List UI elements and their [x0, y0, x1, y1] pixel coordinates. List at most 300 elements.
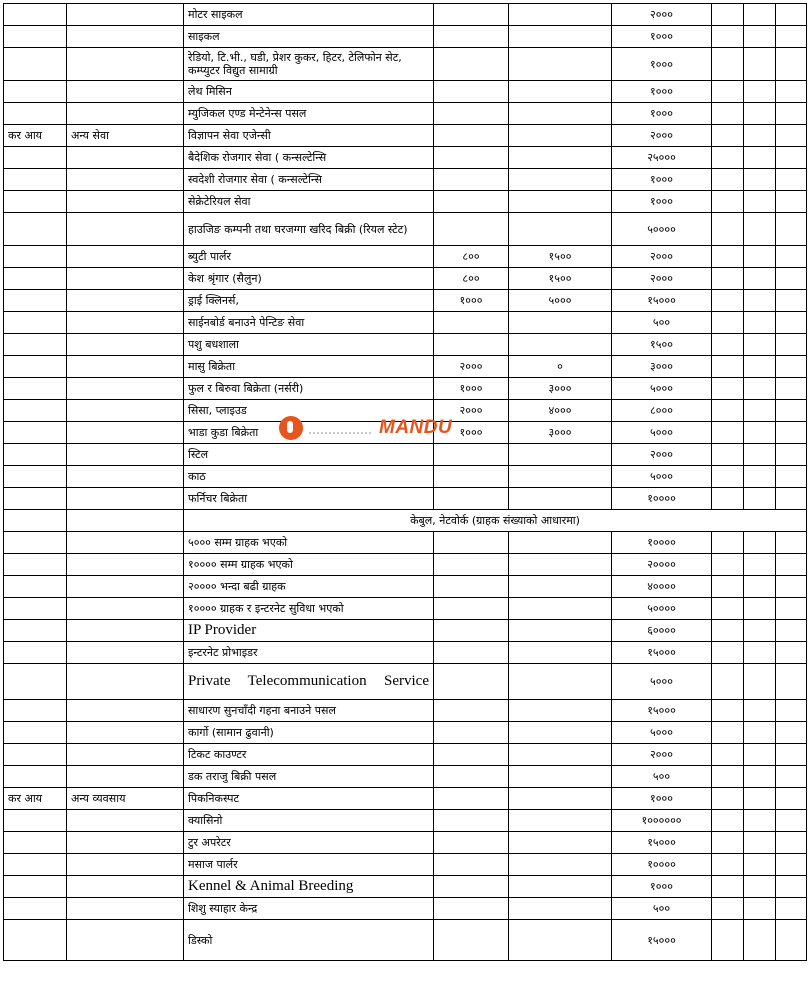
business-name-cell: डक तराजु बिक्री पसल — [184, 766, 434, 788]
business-name-cell: केश श्रृंगार (सैलुन) — [184, 268, 434, 290]
income-type-cell — [4, 246, 67, 268]
empty-cell — [744, 334, 776, 356]
category-cell — [67, 700, 184, 722]
min-rate-cell — [434, 147, 509, 169]
empty-cell — [776, 147, 807, 169]
empty-cell — [712, 81, 744, 103]
table-row — [4, 876, 807, 898]
max-rate-cell — [509, 26, 612, 48]
min-rate-cell — [434, 191, 509, 213]
empty-cell — [744, 378, 776, 400]
min-rate-cell — [434, 81, 509, 103]
table-row — [4, 532, 807, 554]
max-rate-cell: ४००० — [509, 400, 612, 422]
empty-cell — [744, 81, 776, 103]
business-name-cell: IP Provider — [184, 620, 434, 642]
category-cell — [67, 620, 184, 642]
min-rate-cell — [434, 576, 509, 598]
table-row — [4, 378, 807, 400]
min-rate-cell — [434, 169, 509, 191]
min-rate-cell — [434, 700, 509, 722]
min-rate-cell — [434, 766, 509, 788]
income-type-cell — [4, 191, 67, 213]
category-cell — [67, 81, 184, 103]
empty-cell — [744, 191, 776, 213]
category-cell — [67, 832, 184, 854]
empty-cell — [776, 422, 807, 444]
category-cell — [67, 810, 184, 832]
empty-cell — [712, 898, 744, 920]
income-type-cell — [4, 169, 67, 191]
empty-cell — [712, 48, 744, 81]
table-row — [4, 664, 807, 700]
business-name-cell: इन्टरनेट प्रोभाइडर — [184, 642, 434, 664]
empty-cell — [776, 598, 807, 620]
empty-cell — [712, 876, 744, 898]
empty-cell — [712, 832, 744, 854]
tax-amount-cell: ६०००० — [612, 620, 712, 642]
income-type-cell — [4, 766, 67, 788]
empty-cell — [744, 312, 776, 334]
empty-cell — [712, 620, 744, 642]
empty-cell — [744, 854, 776, 876]
max-rate-cell — [509, 854, 612, 876]
business-name-cell: ड्राई क्लिनर्स, — [184, 290, 434, 312]
table-row — [4, 312, 807, 334]
income-type-cell — [4, 920, 67, 961]
business-name-cell: फर्निचर बिक्रेता — [184, 488, 434, 510]
min-rate-cell — [434, 642, 509, 664]
empty-cell — [712, 4, 744, 26]
min-rate-cell — [434, 832, 509, 854]
empty-cell — [776, 898, 807, 920]
income-type-cell — [4, 400, 67, 422]
empty-cell — [744, 103, 776, 125]
max-rate-cell — [509, 700, 612, 722]
income-type-cell — [4, 103, 67, 125]
tax-amount-cell: १००० — [612, 48, 712, 81]
empty-cell — [776, 466, 807, 488]
table-row — [4, 854, 807, 876]
empty-cell — [712, 169, 744, 191]
max-rate-cell — [509, 554, 612, 576]
max-rate-cell — [509, 213, 612, 246]
category-cell — [67, 532, 184, 554]
empty-cell — [744, 876, 776, 898]
min-rate-cell — [434, 620, 509, 642]
max-rate-cell — [509, 48, 612, 81]
empty-cell — [744, 898, 776, 920]
income-type-cell: कर आय — [4, 788, 67, 810]
table-row — [4, 898, 807, 920]
tax-amount-cell: ५००० — [612, 722, 712, 744]
max-rate-cell — [509, 766, 612, 788]
empty-cell — [712, 788, 744, 810]
business-name-cell: साईनबोर्ड बनाउने पेन्टिङ सेवा — [184, 312, 434, 334]
table-row — [4, 832, 807, 854]
category-cell — [67, 920, 184, 961]
max-rate-cell — [509, 125, 612, 147]
max-rate-cell — [509, 920, 612, 961]
watermark-brand: MANDU — [379, 417, 453, 438]
empty-cell — [776, 532, 807, 554]
min-rate-cell — [434, 788, 509, 810]
empty-cell — [776, 26, 807, 48]
empty-cell — [712, 920, 744, 961]
min-rate-cell: १००० — [434, 290, 509, 312]
table-row — [4, 125, 807, 147]
category-cell — [67, 554, 184, 576]
tax-amount-cell: १००० — [612, 876, 712, 898]
max-rate-cell — [509, 191, 612, 213]
table-row — [4, 444, 807, 466]
category-cell — [67, 246, 184, 268]
empty-cell — [712, 213, 744, 246]
income-type-cell — [4, 898, 67, 920]
empty-cell — [776, 700, 807, 722]
empty-cell — [744, 744, 776, 766]
empty-cell — [744, 422, 776, 444]
business-name-cell: रेडियो, टि.भी., घडी, प्रेशर कुकर, हिटर, टेलिफोन सेट, कम्प्युटर विद्युत सामाग्री — [184, 48, 434, 81]
empty-cell — [776, 246, 807, 268]
min-rate-cell — [434, 532, 509, 554]
max-rate-cell — [509, 103, 612, 125]
empty-cell — [744, 664, 776, 700]
empty-cell — [776, 620, 807, 642]
empty-cell — [744, 920, 776, 961]
empty-cell — [744, 700, 776, 722]
income-type-cell — [4, 4, 67, 26]
min-rate-cell — [434, 312, 509, 334]
section-heading-row — [4, 510, 807, 532]
min-rate-cell: ८०० — [434, 246, 509, 268]
category-cell — [67, 48, 184, 81]
category-cell — [67, 876, 184, 898]
max-rate-cell — [509, 334, 612, 356]
empty-cell — [712, 103, 744, 125]
category-cell — [67, 466, 184, 488]
business-name-cell: १०००० सम्म ग्राहक भएको — [184, 554, 434, 576]
business-name-cell: क्यासिनो — [184, 810, 434, 832]
category-cell — [67, 334, 184, 356]
empty-cell — [744, 832, 776, 854]
table-row — [4, 334, 807, 356]
table-row — [4, 744, 807, 766]
tax-amount-cell: १००० — [612, 81, 712, 103]
empty-cell — [712, 356, 744, 378]
empty-cell — [776, 191, 807, 213]
min-rate-cell — [434, 488, 509, 510]
business-name-cell: स्टिल — [184, 444, 434, 466]
tax-amount-cell: ५०००० — [612, 598, 712, 620]
category-cell — [67, 4, 184, 26]
empty-cell — [712, 766, 744, 788]
table-row — [4, 920, 807, 961]
category-cell — [67, 722, 184, 744]
max-rate-cell: ५००० — [509, 290, 612, 312]
empty-cell — [744, 788, 776, 810]
empty-cell — [776, 169, 807, 191]
min-rate-cell — [434, 48, 509, 81]
max-rate-cell — [509, 620, 612, 642]
business-name-cell: डिस्को — [184, 920, 434, 961]
empty-cell — [776, 832, 807, 854]
category-cell — [67, 422, 184, 444]
empty-cell — [744, 722, 776, 744]
max-rate-cell — [509, 722, 612, 744]
tax-amount-cell: २००० — [612, 4, 712, 26]
empty-cell — [712, 598, 744, 620]
business-name-cell: टुर अपरेटर — [184, 832, 434, 854]
category-cell — [67, 169, 184, 191]
table-row — [4, 400, 807, 422]
table-row — [4, 81, 807, 103]
tax-amount-cell: १५००० — [612, 642, 712, 664]
income-type-cell: कर आय — [4, 125, 67, 147]
max-rate-cell: १५०० — [509, 268, 612, 290]
table-row — [4, 620, 807, 642]
business-name-cell: फुल र बिरुवा बिक्रेता (नर्सरी) — [184, 378, 434, 400]
category-cell — [67, 854, 184, 876]
table-row — [4, 48, 807, 81]
income-type-cell — [4, 576, 67, 598]
table-row — [4, 191, 807, 213]
empty-cell — [776, 312, 807, 334]
empty-cell — [744, 810, 776, 832]
business-name-cell: लेथ मिसिन — [184, 81, 434, 103]
empty-cell — [776, 48, 807, 81]
max-rate-cell — [509, 744, 612, 766]
empty-cell — [776, 81, 807, 103]
min-rate-cell — [434, 213, 509, 246]
table-row — [4, 268, 807, 290]
business-name-cell: ५००० सम्म ग्राहक भएको — [184, 532, 434, 554]
empty-cell — [712, 854, 744, 876]
category-cell — [67, 268, 184, 290]
tax-amount-cell: २००० — [612, 125, 712, 147]
max-rate-cell — [509, 169, 612, 191]
table-row — [4, 26, 807, 48]
max-rate-cell — [509, 876, 612, 898]
empty-cell — [776, 356, 807, 378]
empty-cell — [776, 378, 807, 400]
category-cell — [67, 290, 184, 312]
empty-cell — [776, 722, 807, 744]
min-rate-cell — [434, 334, 509, 356]
tax-amount-cell: १५००० — [612, 832, 712, 854]
tax-amount-cell: २०००० — [612, 554, 712, 576]
max-rate-cell — [509, 788, 612, 810]
tax-amount-cell: १५००० — [612, 920, 712, 961]
empty-cell — [776, 810, 807, 832]
min-rate-cell — [434, 876, 509, 898]
tax-amount-cell: २००० — [612, 444, 712, 466]
empty-cell — [776, 576, 807, 598]
empty-cell — [776, 488, 807, 510]
empty-cell — [712, 290, 744, 312]
min-rate-cell — [434, 103, 509, 125]
business-name-cell: हाउजिङ कम्पनी तथा घरजग्गा खरिद बिक्री (रियल स्टेट) — [184, 213, 434, 246]
blank-cell — [4, 510, 67, 532]
tax-amount-cell: ५००० — [612, 422, 712, 444]
business-name-cell: भाडा कुडा बिक्रेता — [184, 422, 434, 444]
category-cell — [67, 488, 184, 510]
empty-cell — [776, 290, 807, 312]
business-name-cell: पिकनिकस्पट — [184, 788, 434, 810]
min-rate-cell — [434, 598, 509, 620]
income-type-cell — [4, 620, 67, 642]
section-heading: केबुल, नेटवोर्क (ग्राहक संख्याको आधारमा) — [184, 510, 807, 532]
max-rate-cell: ० — [509, 356, 612, 378]
min-rate-cell — [434, 744, 509, 766]
category-cell — [67, 744, 184, 766]
income-type-cell — [4, 334, 67, 356]
income-type-cell — [4, 642, 67, 664]
tax-amount-cell: १००० — [612, 191, 712, 213]
tax-amount-cell: ४०००० — [612, 576, 712, 598]
business-name-cell: ब्युटी पार्लर — [184, 246, 434, 268]
empty-cell — [712, 722, 744, 744]
table-row — [4, 642, 807, 664]
table-row — [4, 766, 807, 788]
empty-cell — [744, 213, 776, 246]
empty-cell — [776, 103, 807, 125]
tax-amount-cell: १५००० — [612, 700, 712, 722]
tax-amount-cell: ३००० — [612, 356, 712, 378]
empty-cell — [744, 766, 776, 788]
empty-cell — [776, 268, 807, 290]
income-type-cell — [4, 378, 67, 400]
income-type-cell — [4, 290, 67, 312]
income-type-cell — [4, 488, 67, 510]
business-name-cell: स्वदेशी रोजगार सेवा ( कन्सल्टेन्सि — [184, 169, 434, 191]
table-row — [4, 213, 807, 246]
max-rate-cell — [509, 810, 612, 832]
table-row — [4, 422, 807, 444]
income-type-cell — [4, 26, 67, 48]
income-type-cell — [4, 876, 67, 898]
empty-cell — [712, 488, 744, 510]
empty-cell — [776, 213, 807, 246]
income-type-cell — [4, 854, 67, 876]
category-cell — [67, 213, 184, 246]
tax-amount-cell: १००० — [612, 169, 712, 191]
empty-cell — [744, 642, 776, 664]
table-row — [4, 4, 807, 26]
empty-cell — [744, 598, 776, 620]
empty-cell — [712, 334, 744, 356]
category-cell — [67, 664, 184, 700]
empty-cell — [712, 576, 744, 598]
empty-cell — [712, 125, 744, 147]
table-row — [4, 147, 807, 169]
empty-cell — [712, 268, 744, 290]
empty-cell — [776, 400, 807, 422]
empty-cell — [776, 4, 807, 26]
empty-cell — [776, 642, 807, 664]
empty-cell — [712, 554, 744, 576]
min-rate-cell — [434, 810, 509, 832]
empty-cell — [712, 26, 744, 48]
category-cell — [67, 400, 184, 422]
tax-amount-cell: ५०० — [612, 766, 712, 788]
income-type-cell — [4, 744, 67, 766]
table-row — [4, 810, 807, 832]
category-cell — [67, 444, 184, 466]
empty-cell — [776, 334, 807, 356]
table-row — [4, 788, 807, 810]
category-cell: अन्य सेवा — [67, 125, 184, 147]
empty-cell — [744, 466, 776, 488]
table-row — [4, 356, 807, 378]
business-name-cell: साइकल — [184, 26, 434, 48]
empty-cell — [712, 147, 744, 169]
empty-cell — [776, 920, 807, 961]
category-cell — [67, 642, 184, 664]
table-row — [4, 598, 807, 620]
max-rate-cell — [509, 598, 612, 620]
business-name-cell: सेक्रेटेरियल सेवा — [184, 191, 434, 213]
tax-amount-cell: १५००० — [612, 290, 712, 312]
empty-cell — [712, 378, 744, 400]
tax-rate-table — [3, 3, 807, 961]
business-name-cell: साधारण सुनचाँदी गहना बनाउने पसल — [184, 700, 434, 722]
tax-amount-cell: १००० — [612, 103, 712, 125]
tax-amount-cell: ५०० — [612, 898, 712, 920]
income-type-cell — [4, 598, 67, 620]
category-cell — [67, 356, 184, 378]
max-rate-cell — [509, 81, 612, 103]
empty-cell — [712, 642, 744, 664]
empty-cell — [744, 48, 776, 81]
tax-amount-cell: २००० — [612, 268, 712, 290]
tax-amount-cell: ५०० — [612, 312, 712, 334]
empty-cell — [744, 268, 776, 290]
business-name-cell: २०००० भन्दा बढी ग्राहक — [184, 576, 434, 598]
table-row — [4, 700, 807, 722]
min-rate-cell — [434, 444, 509, 466]
business-name-cell: कार्गो (सामान ढुवानी) — [184, 722, 434, 744]
tax-amount-cell: १०००० — [612, 532, 712, 554]
empty-cell — [712, 466, 744, 488]
empty-cell — [712, 532, 744, 554]
business-name-cell: मोटर साइकल — [184, 4, 434, 26]
category-cell — [67, 766, 184, 788]
category-cell — [67, 147, 184, 169]
income-type-cell — [4, 722, 67, 744]
tax-amount-cell: १०००००० — [612, 810, 712, 832]
income-type-cell — [4, 312, 67, 334]
table-row — [4, 488, 807, 510]
empty-cell — [744, 290, 776, 312]
tax-amount-cell: ५०००० — [612, 213, 712, 246]
min-rate-cell — [434, 898, 509, 920]
tax-amount-cell: ५००० — [612, 664, 712, 700]
empty-cell — [744, 4, 776, 26]
empty-cell — [776, 744, 807, 766]
empty-cell — [776, 125, 807, 147]
empty-cell — [712, 191, 744, 213]
min-rate-cell — [434, 664, 509, 700]
table-row — [4, 290, 807, 312]
income-type-cell — [4, 422, 67, 444]
empty-cell — [744, 147, 776, 169]
empty-cell — [744, 246, 776, 268]
tax-amount-cell: ५००० — [612, 378, 712, 400]
income-type-cell — [4, 466, 67, 488]
income-type-cell — [4, 554, 67, 576]
tax-amount-cell: २००० — [612, 744, 712, 766]
